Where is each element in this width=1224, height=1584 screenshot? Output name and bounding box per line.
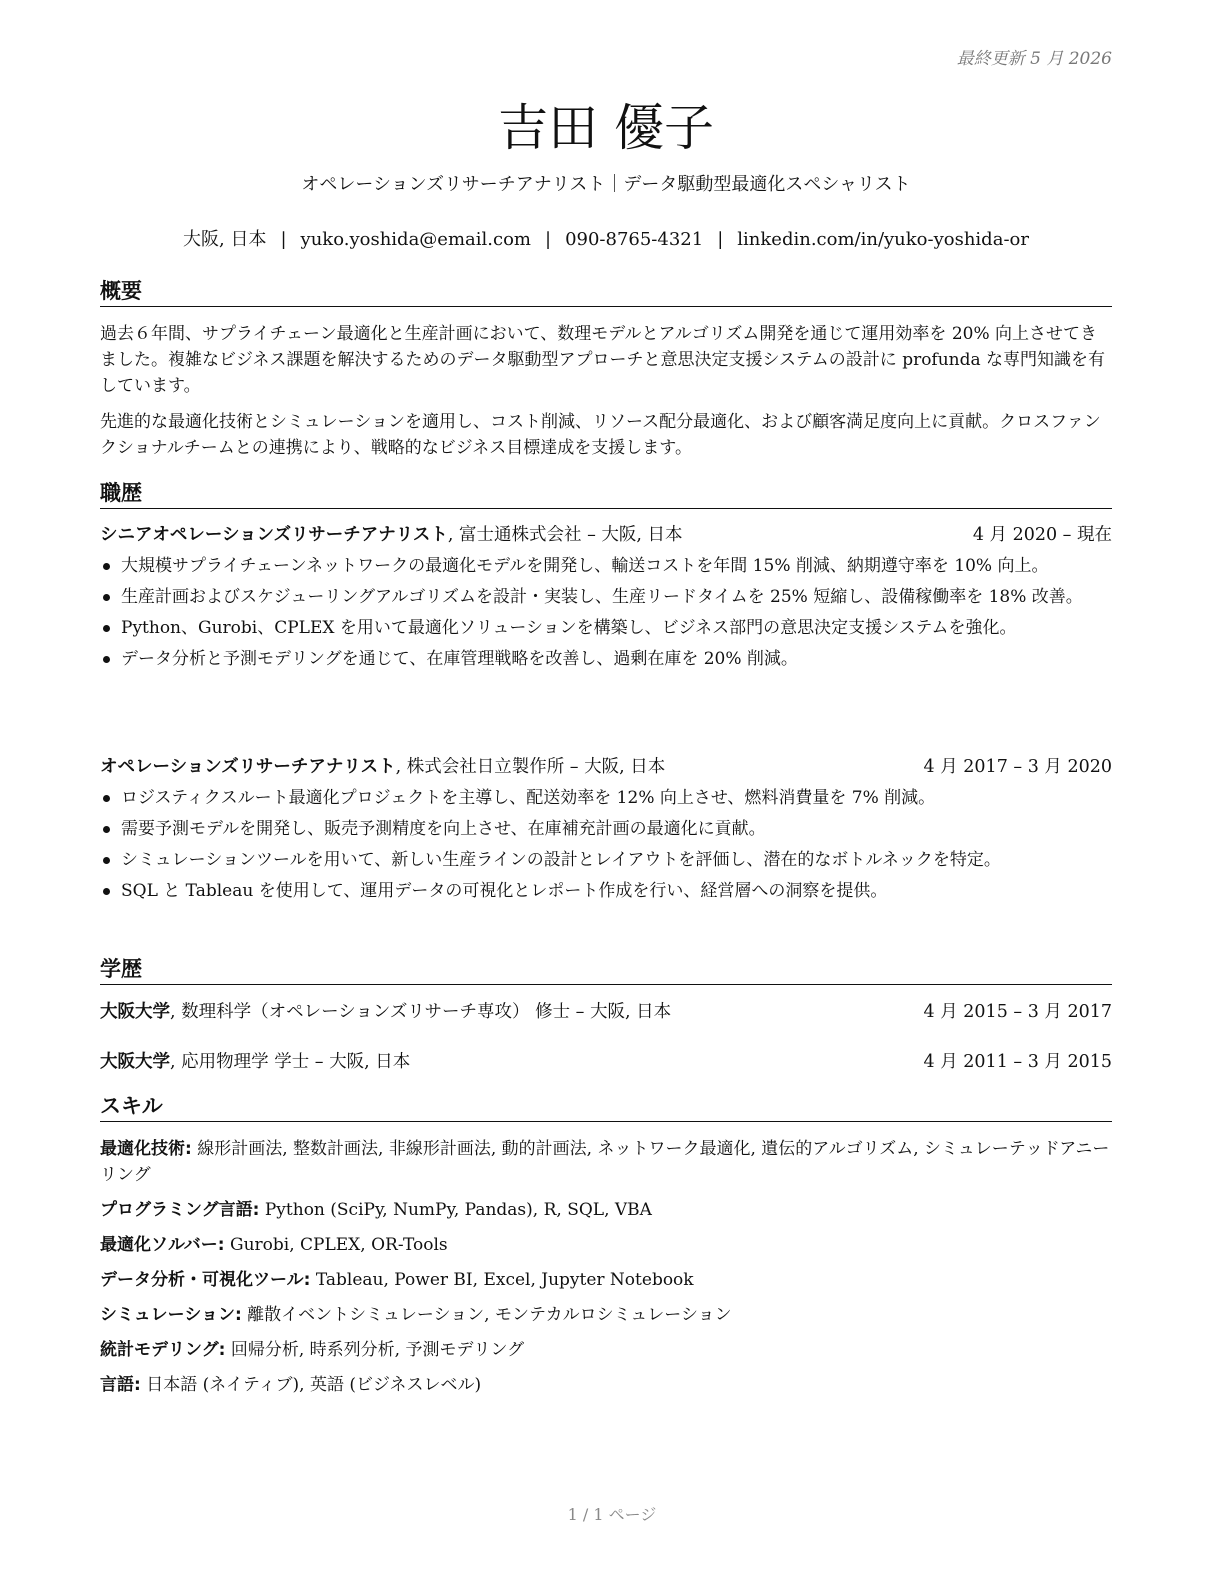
summary-paragraph-2: 先進的な最適化技術とシミュレーションを適用し、コスト削減、リソース配分最適化、および顧客満足度向上に貢献。クロスファンクショナルチームとの連携により、戦略的なビジネス目標達成を支援します。 bbox=[100, 412, 1101, 458]
skill-key: 最適化ソルバー: bbox=[100, 1235, 225, 1255]
education-dates: 4 月 2011 – 3 月 2015 bbox=[923, 1052, 1112, 1072]
education-entry bbox=[100, 1000, 1112, 1024]
education-school: 大阪大学 bbox=[100, 1002, 170, 1022]
job-bullets bbox=[100, 785, 1112, 909]
skill-key: データ分析・可視化ツール: bbox=[100, 1270, 311, 1290]
job-header bbox=[100, 755, 1112, 779]
job-role: シニアオペレーションズリサーチアナリスト bbox=[100, 525, 448, 545]
contact-separator: | bbox=[717, 229, 724, 250]
education-detail: , 数理科学（オペレーションズリサーチ専攻） 修士 – 大阪, 日本 bbox=[170, 1002, 672, 1022]
skill-key: 統計モデリング: bbox=[100, 1340, 226, 1360]
job-role: オペレーションズリサーチアナリスト bbox=[100, 757, 396, 777]
job-dates: 4 月 2020 – 現在 bbox=[972, 525, 1112, 545]
list-item: ロジスティクスルート最適化プロジェクトを主導し、配送効率を 12% 向上させ、燃料消費量を 7% 削減。 bbox=[100, 785, 1112, 811]
skill-row bbox=[100, 1136, 1112, 1188]
job-bullets bbox=[100, 553, 1112, 677]
job-dates: 4 月 2017 – 3 月 2020 bbox=[923, 757, 1112, 777]
skill-key: シミュレーション: bbox=[100, 1305, 242, 1325]
contact-linkedin[interactable]: linkedin.com/in/yuko-yoshida-or bbox=[737, 229, 1029, 250]
skill-key: 言語: bbox=[100, 1375, 141, 1395]
job-subtitle: オペレーションズリサーチアナリスト｜データ駆動型最適化スペシャリスト bbox=[301, 174, 911, 195]
list-item: Python、Gurobi、CPLEX を用いて最適化ソリューションを構築し、ビジネス部門の意思決定支援システムを強化。 bbox=[100, 615, 1112, 641]
education-school: 大阪大学 bbox=[100, 1052, 170, 1072]
skill-row bbox=[100, 1372, 1112, 1398]
page-number: 1 / 1 ページ bbox=[567, 1505, 657, 1524]
skill-row bbox=[100, 1197, 1112, 1223]
section-title-skills: スキル bbox=[100, 1093, 1112, 1122]
section-title-experience: 職歴 bbox=[100, 480, 1112, 509]
section-title-summary: 概要 bbox=[100, 278, 1112, 307]
list-item: 需要予測モデルを開発し、販売予測精度を向上させ、在庫補充計画の最適化に貢献。 bbox=[100, 816, 1112, 842]
skill-key: プログラミング言語: bbox=[100, 1200, 260, 1220]
skill-row bbox=[100, 1267, 1112, 1293]
skill-key: 最適化技術: bbox=[100, 1139, 192, 1159]
skill-value: 離散イベントシミュレーション, モンテカルロシミュレーション bbox=[241, 1305, 732, 1325]
contact-location: 大阪, 日本 bbox=[183, 229, 267, 250]
skill-row bbox=[100, 1232, 1112, 1258]
contact-email[interactable]: yuko.yoshida@email.com bbox=[300, 229, 531, 250]
list-item: 生産計画およびスケジューリングアルゴリズムを設計・実装し、生産リードタイムを 25% 短縮し、設備稼働率を 18% 改善。 bbox=[100, 584, 1112, 610]
education-detail: , 応用物理学 学士 – 大阪, 日本 bbox=[170, 1052, 411, 1072]
skill-value: 回帰分析, 時系列分析, 予測モデリング bbox=[225, 1340, 525, 1360]
list-item: シミュレーションツールを用いて、新しい生産ラインの設計とレイアウトを評価し、潜在的なボトルネックを特定。 bbox=[100, 847, 1112, 873]
skill-value: 日本語 (ネイティブ), 英語 (ビジネスレベル) bbox=[140, 1375, 482, 1395]
skill-row bbox=[100, 1302, 1112, 1328]
summary-paragraph-1: 過去６年間、サプライチェーン最適化と生産計画において、数理モデルとアルゴリズム開発を通じて運用効率を 20% 向上させてきました。複雑なビジネス課題を解決するためのデータ駆動型アプローチと意思決定支援システムの設計に profunda な専門知識を有しています。 bbox=[100, 324, 1106, 396]
education-dates: 4 月 2015 – 3 月 2017 bbox=[923, 1002, 1112, 1022]
last-updated: 最終更新 5 月 2026 bbox=[956, 49, 1112, 69]
person-name: 吉田 優子 bbox=[498, 99, 714, 157]
skills-list bbox=[100, 1136, 1112, 1407]
job-org: , 株式会社日立製作所 – 大阪, 日本 bbox=[395, 757, 666, 777]
list-item: データ分析と予測モデリングを通じて、在庫管理戦略を改善し、過剰在庫を 20% 削減。 bbox=[100, 646, 1112, 672]
skill-value: Python (SciPy, NumPy, Pandas), R, SQL, VBA bbox=[259, 1200, 652, 1220]
section-title-education: 学歴 bbox=[100, 956, 1112, 985]
skill-value: Tableau, Power BI, Excel, Jupyter Notebook bbox=[310, 1270, 694, 1290]
list-item: SQL と Tableau を使用して、運用データの可視化とレポート作成を行い、経営層への洞察を提供。 bbox=[100, 878, 1112, 904]
job-org: , 富士通株式会社 – 大阪, 日本 bbox=[447, 525, 683, 545]
list-item: 大規模サプライチェーンネットワークの最適化モデルを開発し、輸送コストを年間 15% 削減、納期遵守率を 10% 向上。 bbox=[100, 553, 1112, 579]
job-header bbox=[100, 523, 1112, 547]
skill-value: Gurobi, CPLEX, OR-Tools bbox=[224, 1235, 448, 1255]
skill-value: 線形計画法, 整数計画法, 非線形計画法, 動的計画法, ネットワーク最適化, 遺伝的アルゴリズム, シミュレーテッドアニーリング bbox=[100, 1139, 1110, 1185]
contact-phone: 090-8765-4321 bbox=[565, 229, 704, 250]
contact-separator: | bbox=[544, 229, 552, 250]
education-entry bbox=[100, 1050, 1112, 1074]
skill-row bbox=[100, 1337, 1112, 1363]
contact-separator: | bbox=[280, 229, 287, 250]
contact-line bbox=[100, 225, 1112, 251]
